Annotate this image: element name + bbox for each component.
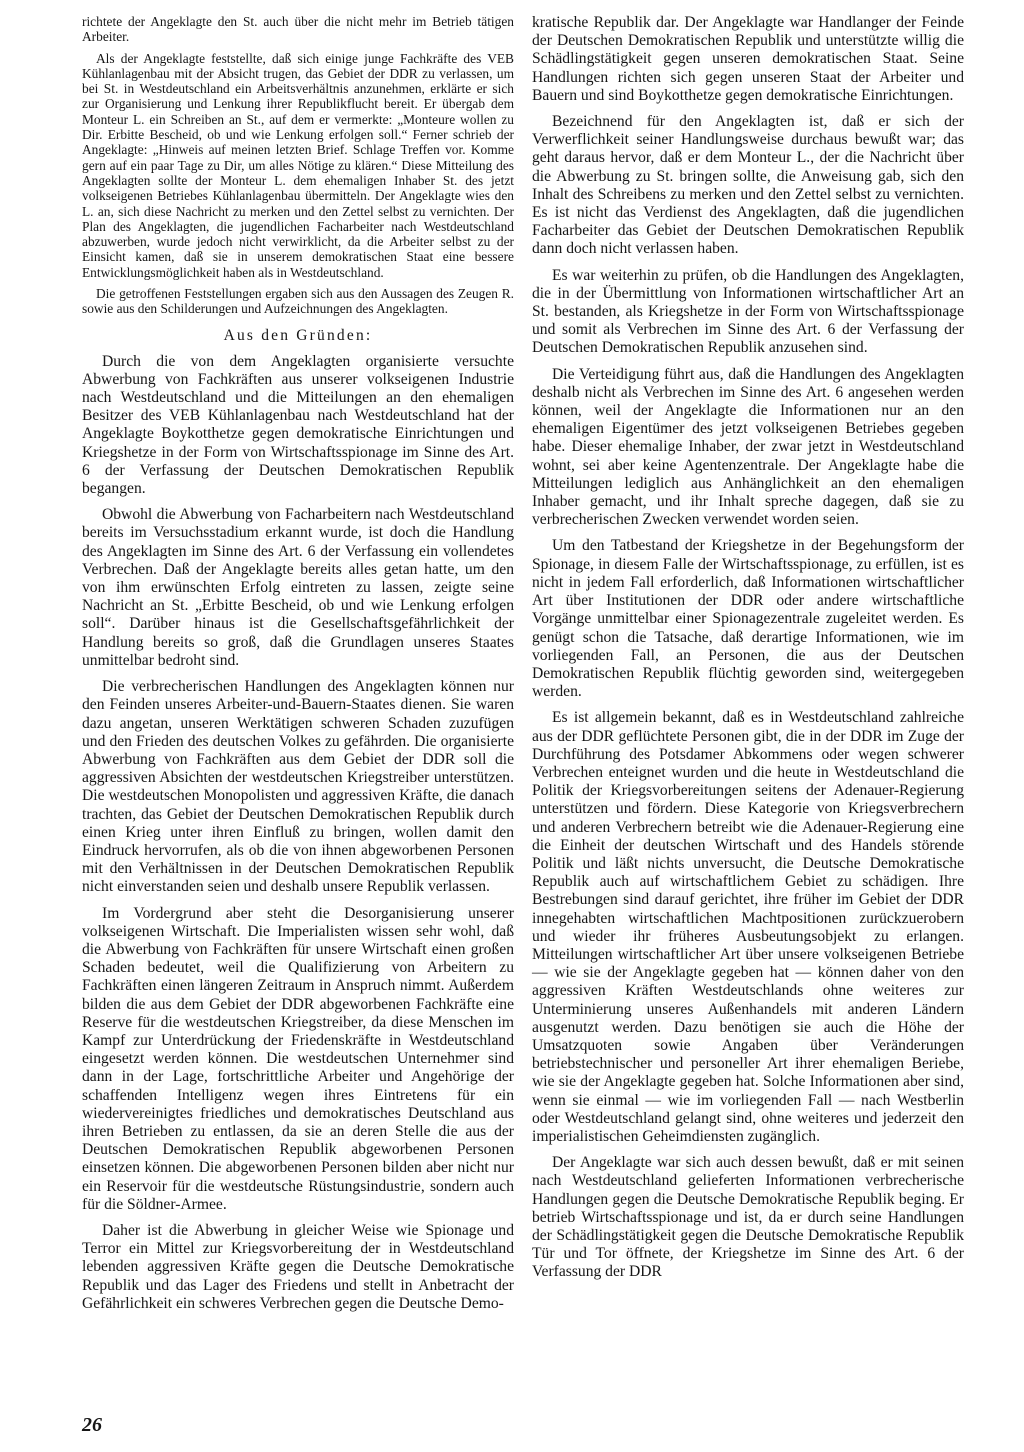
reasons-paragraph: Obwohl die Abwerbung von Facharbeitern nach Westdeutschland bereits im Versuchsstadium erkannt wurde, ist doch die Handlung des Angeklagten im Sinne des Art. 6 der Verfassung ein vollendetes Verbrechen. Daß der Angeklagte bereits alles getan hatte, um den von ihm erwünschten Erfolg eintreten zu lassen, zeigte seine Nachricht an St. „Erbitte Bescheid, ob und wie Lenkung erfolgen soll“. Darüber hinaus ist die Gesellschaftsgefährlichkeit der Handlung bereits so groß, daß die Grundlagen unseres Staates unmittelbar bedroht sind.	[82, 506, 514, 669]
section-heading: Aus den Gründen:	[223, 326, 373, 344]
body-paragraph: Bezeichnend für den Angeklagten ist, daß er sich der Verwerflichkeit seiner Handlungsweise durchaus bewußt war; das geht daraus hervor, daß er dem Monteur L., der die Nachricht über die Abwerbung zu St. bringen sollte, die Anweisung gab, sich den Inhalt des Schreibens zu merken und den Zettel selbst zu vernichten. Es ist nicht das Verdienst des Angeklagten, daß die jugendlichen Facharbeiter das Gebiet der Deutschen Demokratischen Republik dann doch nicht verlassen haben.	[532, 113, 964, 258]
left-column	[82, 14, 514, 1321]
body-paragraph: Es ist allgemein bekannt, daß es in Westdeutschland zahlreiche aus der DDR geflüchtete Personen gibt, die in der DDR im Zuge der Durchführung des Potsdamer Abkommens oder wegen schwerer Verbrechen enteignet wurden und die heute in Westdeutschland die Politik der Kriegsvorbereitungen seitens der Adenauer-Regierung unterstützen und fördern. Diese Kategorie von Kriegsverbrechern und anderen Verbrechern betreibt wie die Adenauer-Regierung eine die Einheit der deutschen Wirtschaft und des Handels störende Politik und läßt nichts unversucht, die Deutsche Demokratische Republik auch auf wirtschaftlichem Gebiet zu schädigen. Ihre Bestrebungen sind darauf gerichtet, ihre früher im Gebiet der DDR innegehabten wirtschaftlichen Machtpositionen zurückzuerobern und wieder ihr früheres Ausbeutungsobjekt zu erlangen. Mitteilungen wirtschaftlicher Art über unsere volkseigenen Betriebe — wie sie der Angeklagte gegeben hat — können daher von den aggressiven Kräften Westdeutschlands ohne weiteres zur Unterminierung unseres Außenhandels mit anderen Ländern ausgenutzt werden. Dazu benötigen sie auch die Höhe der Umsatzquoten sowie Angaben über Veränderungen betriebstechnischer und personeller Art ihrer ehemaligen Beriebe, wie sie der Angeklagte gegeben hat. Solche Informationen aber sind, wenn sie einmal — wie im vorliegenden Fall — nach Westberlin oder Westdeutschland gelangt sind, ohne weiteres und jederzeit den imperialistischen Geheimdiensten zugänglich.	[532, 709, 964, 1145]
body-paragraph: kratische Republik dar. Der Angeklagte war Handlanger der Feinde der Deutschen Demokratischen Republik und unterstützte willig die Schädlingstätigkeit gegen unseren demokratischen Staat. Seine Handlungen richten sich gegen unseren Staat der Arbeiter und Bauern und sind Boykotthetze gegen demokratische Einrichtungen.	[532, 14, 964, 104]
reasons-paragraph: Die verbrecherischen Handlungen des Angeklagten können nur den Feinden unseres Arbeiter-und-Bauern-Staates dienen. Sie waren dazu angetan, unseren Werktätigen schweren Schaden zuzufügen und den Frieden des deutschen Volkes zu gefährden. Die organisierte Abwerbung von Fachkräften aus dem Gebiet der DDR soll die aggressiven Absichten der westdeutschen Kriegstreiber unterstützen. Die westdeutschen Monopolisten und aggressiven Kräfte, die danach trachten, das Gebiet der Deutschen Demokratischen Republik durch einen Krieg unter ihren Einfluß zu bringen, wollen damit den Eindruck hervorrufen, als ob die von ihnen abgeworbenen Personen mit den Verhältnissen in der Deutschen Demokratischen Republik nicht einverstanden seien und deshalb unsere Republik verlassen.	[82, 678, 514, 896]
body-paragraph: Um den Tatbestand der Kriegshetze in der Begehungsform der Spionage, in diesem Falle der Wirtschaftsspionage, zu erfüllen, ist es nicht in jedem Fall erforderlich, daß Informationen wirtschaftlicher Art über Institutionen der DDR oder andere wirtschaftliche Vorgänge unmittelbar einer Spionagezentrale zugeleitet werden. Es genügt schon die Tatsache, daß derartige Informationen, wie im vorliegenden Fall, an Personen, die aus der Deutschen Demokratischen Republik flüchtig geworden sind, weitergegeben werden.	[532, 537, 964, 701]
body-paragraph: Die Verteidigung führt aus, daß die Handlungen des Angeklagten deshalb nicht als Verbrechen im Sinne des Art. 6 angesehen werden können, weil der Angeklagte die Informationen nur an den ehemaligen Eigentümer des jetzt volkseigenen Betriebes gegeben habe. Dieser ehemalige Inhaber, der zwar jetzt in Westdeutschland wohnt, sei aber keine Agentenzentrale. Der Angeklagte habe die Mitteilungen lediglich aus Anhänglichkeit an den ehemaligen Inhaber gemacht, und ihr Inhalt spreche dagegen, daß sie zu verbrecherischen Zwecken verwendet worden seien.	[532, 365, 964, 529]
body-paragraph: Der Angeklagte war sich auch dessen bewußt, daß er mit seinen nach Westdeutschland gelieferten Informationen verbrecherische Handlungen gegen die Deutsche Demokratische Republik beging. Er betrieb Wirtschaftsspionage und ist, da er durch seine Handlungen der Schädlingstätigkeit gegen die Deutsche Demokratische Republik Tür und Tor öffnete, der Kriegshetze im Sinne des Art. 6 der Verfassung der DDR	[532, 1154, 964, 1281]
body-paragraph: Es war weiterhin zu prüfen, ob die Handlungen des Angeklagten, die in der Übermittlung von Informationen wirtschaftlicher Art an St. bestanden, als Kriegshetze in der Form von Wirtschaftsspionage und somit als Verbrechen im Sinne des Art. 6 der Verfassung der Deutschen Demokratischen Republik anzusehen sind.	[532, 266, 964, 357]
right-column	[532, 14, 964, 1290]
page-number: 26	[82, 1414, 102, 1436]
facts-paragraph: Die getroffenen Feststellungen ergaben sich aus den Aussagen des Zeugen R. sowie aus den Schilderungen und Aufzeichnungen des Angeklagten.	[82, 286, 514, 317]
reasons-paragraph: Durch die von dem Angeklagten organisierte versuchte Abwerbung von Fachkräften aus unserer volkseigenen Industrie nach Westdeutschland und die Mitteilungen an den ehemaligen Besitzer des VEB Kühlanlagenbau nach Westdeutschland hat der Angeklagte Boykotthetze gegen demokratische Einrichtungen und Kriegshetze in der Form von Wirtschaftsspionage im Sinne des Art. 6 der Verfassung der Deutschen Demokratischen Republik begangen.	[82, 352, 514, 498]
reasons-section	[82, 353, 514, 1313]
reasons-paragraph: Daher ist die Abwerbung in gleicher Weise wie Spionage und Terror ein Mittel zur Kriegsvorbereitung der in Westdeutschland lebenden aggressiven Kräfte gegen die Deutsche Demokratische Republik und das Lager des Friedens und stellt in Anbetracht der Gefährlichkeit ein schweres Verbrechen gegen die Deutsche Demo-	[82, 1221, 514, 1312]
reasons-paragraph: Im Vordergrund aber steht die Desorganisierung unserer volkseigenen Wirtschaft. Die Imperialisten wissen sehr wohl, daß die Abwerbung von Fachkräften für unsere Wirtschaft einen großen Schaden bedeutet, weil die Qualifizierung von Arbeitern zu Fachkräften einen längeren Zeitraum in Anspruch nimmt. Außerdem bilden die aus dem Gebiet der DDR abgeworbenen Fachkräfte eine Reserve für die westdeutschen Kriegstreiber, da diese Menschen im Kampf zur Unterdrückung der Friedenskräfte in Westdeutschland eingesetzt werden können. Die westdeutschen Unternehmer sind dann in der Lage, fortschrittliche Arbeiter und Angehörige der schaffenden Intelligenz wegen ihres Eintretens für ein wiedervereinigtes friedliches und demokratisches Deutschland aus ihren Betrieben zu entlassen, da sie an deren Stelle die aus der Deutschen Demokratischen Republik abgeworbenen Personen einsetzen können. Die abgeworbenen Personen bilden aber nicht nur ein Reservoir für die westdeutsche Rüstungsindustrie, sondern auch für die Söldner-Armee.	[82, 904, 514, 1213]
facts-paragraph: Als der Angeklagte feststellte, daß sich einige junge Fachkräfte des VEB Kühlanlagenbau mit der Absicht trugen, das Gebiet der DDR zu verlassen, um bei St. in Westdeutschland ein Arbeitsverhältnis anzunehmen, erklärte er sich zur Organisierung und Lenkung ihrer Republikflucht bereit. Er übergab dem Monteur L. ein Schreiben an St., auf dem er vermerkte: „Monteure wollen zu Dir. Erbitte Bescheid, ob und wie Lenkung erfolgen soll.“ Ferner schrieb der Angeklagte: „Hinweis auf meinen letzten Brief. Schlage Treffen vor. Komme gern auf ein paar Tage zu Dir, um alles Nötige zu klären.“ Diese Mitteilung des Angeklagten sollte der Monteur L. dem ehemaligen Inhaber St. des jetzt volkseigenen Betriebes Kühlanlagenbau übermitteln. Der Angeklagte wies den L. an, sich diese Nachricht zu merken und den Zettel selbst zu vernichten. Der Plan des Angeklagten, die jugendlichen Facharbeiter nach Westdeutschland abzuwerben, wurde jedoch nicht verwirklicht, da die Arbeiter selbst zu der Einsicht kamen, daß sie in unserem demokratischen Staat eine bessere Entwicklungsmöglichkeit haben als in Westdeutschland.	[82, 50, 514, 280]
facts-paragraph: richtete der Angeklagte den St. auch über die nicht mehr im Betrieb tätigen Arbeiter.	[82, 14, 514, 45]
facts-section	[82, 14, 514, 317]
